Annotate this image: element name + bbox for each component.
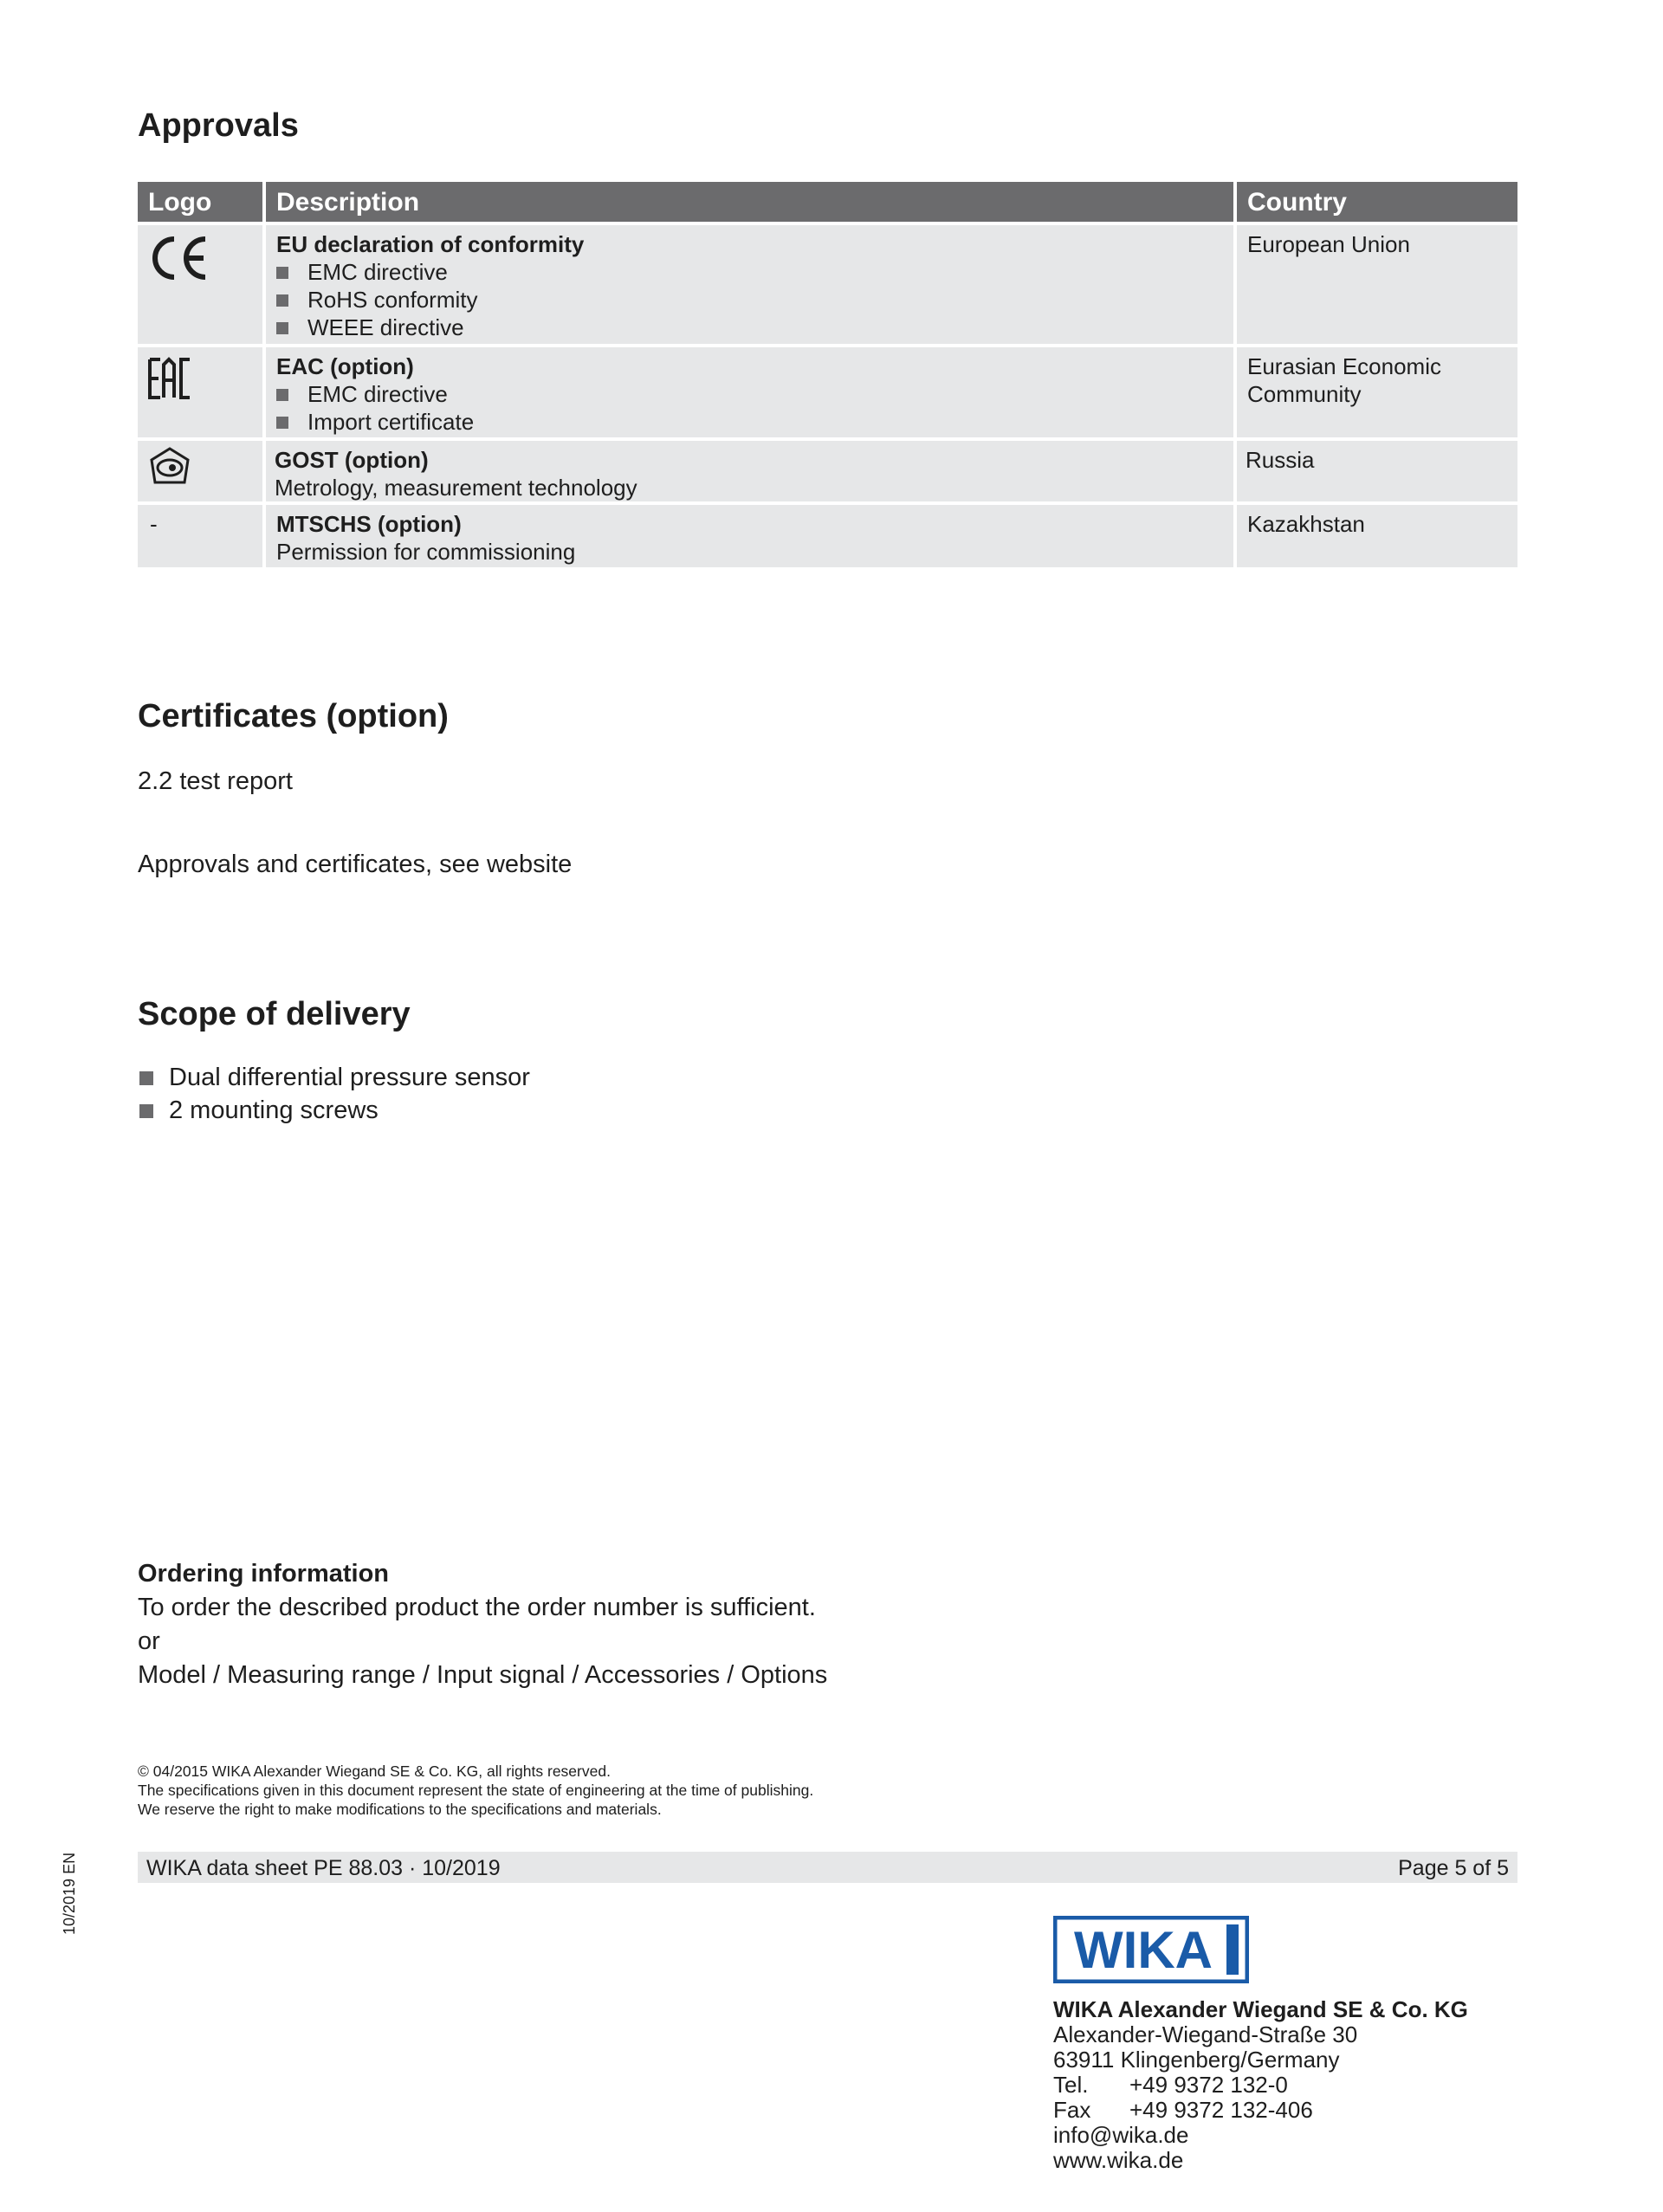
approvals-table <box>138 182 1517 567</box>
list-item: WEEE directive <box>276 314 1223 341</box>
company-fax <box>1053 2098 1468 2123</box>
logo-cell <box>138 441 262 501</box>
logo-cell <box>138 225 262 344</box>
gost-mark-icon <box>148 446 191 489</box>
fax-number: +49 9372 132-406 <box>1129 2097 1313 2123</box>
phone-label: Tel. <box>1053 2072 1089 2098</box>
company-city: 63911 Klingenberg/Germany <box>1053 2047 1340 2073</box>
ordering-line: Model / Measuring range / Input signal / Accessories / Options <box>138 1661 828 1689</box>
company-address <box>1053 1997 1468 2173</box>
side-edition-label: 10/2019 EN <box>61 1852 78 1935</box>
approval-title: MTSCHS (option) <box>276 511 462 537</box>
list-item: RoHS conformity <box>276 286 1223 314</box>
description-cell <box>266 347 1233 437</box>
wika-logo-text: WIKA <box>1074 1921 1213 1979</box>
approval-title: EAC (option) <box>276 353 414 379</box>
ordering-line: or <box>138 1627 160 1655</box>
table-header <box>138 182 1517 222</box>
table-row <box>138 225 1517 344</box>
list-item: Import certificate <box>276 408 1223 436</box>
approval-title: EU declaration of conformity <box>276 231 585 257</box>
company-name: WIKA Alexander Wiegand SE & Co. KG <box>1053 1996 1468 2022</box>
footer-bar <box>138 1852 1517 1883</box>
list-item: EMC directive <box>276 258 1223 286</box>
certificates-website-text: Approvals and certificates, see website <box>138 851 573 878</box>
list-item: Dual differential pressure sensor <box>138 1061 530 1094</box>
description-cell <box>266 505 1233 567</box>
approval-text: Permission for commissioning <box>276 539 576 565</box>
approvals-title: Approvals <box>138 107 299 144</box>
page-number: Page 5 of 5 <box>1398 1856 1509 1880</box>
certificates-text: 2.2 test report <box>138 767 293 795</box>
eac-mark-icon <box>148 356 193 401</box>
certificates-title: Certificates (option) <box>138 698 449 734</box>
header-country: Country <box>1237 182 1517 222</box>
list-item: 2 mounting screws <box>138 1094 530 1127</box>
logo-cell: - <box>138 505 262 567</box>
list-item: EMC directive <box>276 380 1223 408</box>
scope-title: Scope of delivery <box>138 996 411 1032</box>
ordering-title: Ordering information <box>138 1560 389 1588</box>
description-cell <box>266 441 1233 501</box>
header-logo: Logo <box>138 182 262 222</box>
approval-text: Metrology, measurement technology <box>275 475 637 501</box>
copyright-line: We reserve the right to make modifications to the specifications and materials. <box>138 1801 662 1818</box>
table-row <box>138 505 1517 567</box>
copyright-notice <box>138 1762 813 1819</box>
copyright-line: The specifications given in this document represent the state of engineering at the time of publishing. <box>138 1782 814 1799</box>
country-cell: Eurasian Economic Community <box>1237 347 1517 437</box>
ordering-line: To order the described product the order number is sufficient. <box>138 1594 816 1621</box>
ordering-information <box>138 1557 827 1692</box>
table-row <box>138 347 1517 437</box>
company-email[interactable]: info@wika.de <box>1053 2122 1189 2148</box>
company-street: Alexander-Wiegand-Straße 30 <box>1053 2021 1358 2047</box>
country-cell: Kazakhstan <box>1237 505 1517 567</box>
company-phone <box>1053 2073 1468 2098</box>
table-row <box>138 441 1517 501</box>
copyright-line: © 04/2015 WIKA Alexander Wiegand SE & Co. KG, all rights reserved. <box>138 1762 611 1780</box>
company-website[interactable]: www.wika.de <box>1053 2147 1184 2173</box>
description-cell <box>266 225 1233 344</box>
scope-list <box>138 1061 530 1127</box>
country-cell: European Union <box>1237 225 1517 344</box>
country-cell: Russia <box>1237 441 1517 501</box>
wika-logo <box>1053 1916 1249 1983</box>
ce-mark-icon <box>148 234 210 282</box>
header-description: Description <box>266 182 1233 222</box>
datasheet-label: WIKA data sheet PE 88.03 · 10/2019 <box>146 1856 501 1880</box>
fax-label: Fax <box>1053 2097 1091 2123</box>
phone-number: +49 9372 132-0 <box>1129 2072 1288 2098</box>
logo-cell <box>138 347 262 437</box>
approval-title: GOST (option) <box>275 447 429 473</box>
